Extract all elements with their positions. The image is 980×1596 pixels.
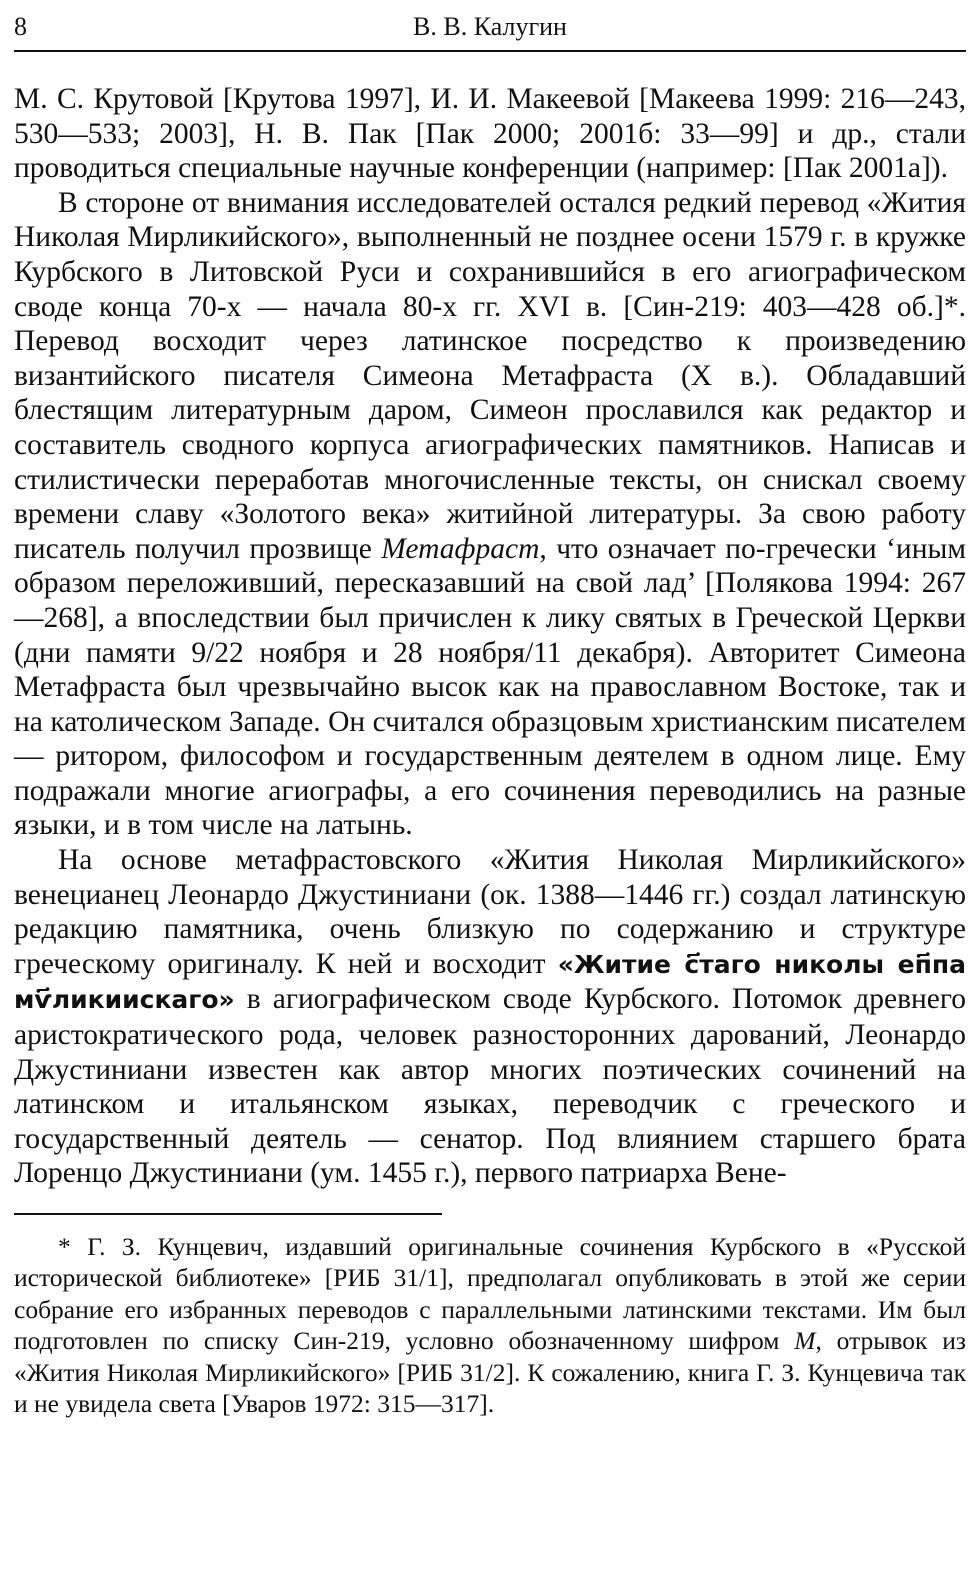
paragraph-3 [14, 843, 966, 1191]
footnote-italic: М [794, 1326, 816, 1356]
slavonic-title: «Житие с҃таго николы еп҃па мѵ҃ликиискаго» [14, 949, 966, 1015]
paragraph-3-text-b: в агиографическом своде Курбского. Потомок древнего аристократического рода, человек разносторонних дарований, Леонардо Джустиниани известен как автор многих поэтических сочинений на латинском и итальянском языках, переводчик с греческого и государственный деятель — сенатор. Под влиянием старшего брата Лоренцо Джустиниани (ум. 1455 г.), первого патриарха Вене- [14, 983, 966, 1190]
footnote-text-a: * Г. З. Кунцевич, издавший оригинальные сочинения Курбского в «Русской исторической библиотеке» [РИБ 31/1], предполагал опубликовать в этой же серии собрание его избранных переводов с параллельными латинскими текстами. Им был подготовлен по списку Син-219, условно обозначенному шифром [14, 1232, 966, 1356]
footnote [14, 1231, 966, 1419]
paragraph-1-text: М. С. Крутовой [Крутова 1997], И. И. Макеевой [Макеева 1999: 216—243, 530—533; 2003], Н. В. Пак [Пак 2000; 2001б: 33—99] и др., стали проводиться специальные научные конференции (например: [Пак 2001а]). [14, 83, 966, 185]
book-page [14, 10, 966, 1445]
paragraph-1 [14, 82, 966, 186]
paragraph-3-text-a: На основе метафрастовского «Жития Николая Мирликийского» венецианец Леонардо Джустиниани (ок. 1388—1446 гг.) создал латинскую редакцию памятника, очень близкую по содержанию и структуре греческому оригиналу. К ней и восходит [14, 844, 966, 980]
running-head: В. В. Калугин [413, 12, 567, 41]
paragraph-2 [14, 186, 966, 843]
main-text [14, 82, 966, 1191]
page-header [14, 10, 966, 52]
metaphrast-italic: Метафраст [381, 532, 540, 565]
page-number: 8 [14, 12, 27, 41]
footnote-text-b: , отрывок из «Жития Николая Мирликийского» [РИБ 31/2]. К сожалению, книга Г. З. Кунцевича так и не увидела света [Уваров 1972: 315—317]. [14, 1326, 966, 1419]
paragraph-2-text-a: В стороне от внимания исследователей остался редкий перевод «Жития Николая Мирликийского», выполненный не позднее осени 1579 г. в кружке Курбского в Литовской Руси и сохранившийся в его агиографическом своде конца 70-х — начала 80-х гг. XVI в. [Син-219: 403—428 об.]*. Перевод восходит через латинское посредство к произведению византийского писателя Симеона Метафраста (X в.). Обладавший блестящим литературным даром, Симеон прославился как редактор и составитель сводного корпуса агиографических памятников. Написав и стилистически переработав многочисленные тексты, он снискал своему времени славу «Золотого века» житийной литературы. За свою работу писатель получил прозвище [14, 186, 966, 565]
paragraph-2-text-b: , что означает по-гречески ‘иным образом переложивший, пересказавший на свой лад’ [Полякова 1994: 267—268], а впоследствии был причислен к лику святых в Греческой Церкви (дни памяти 9/22 ноября и 28 ноября/11 декабря). Авторитет Симеона Метафраста был чрезвычайно высок как на православном Востоке, так и на католическом Западе. Он считался образцовым христианским писателем — ритором, философом и государственным деятелем в одном лице. Ему подражали многие агиографы, а его сочинения переводились на разные языки, и в том числе на латынь. [14, 532, 966, 842]
footnote-separator [14, 1213, 442, 1215]
